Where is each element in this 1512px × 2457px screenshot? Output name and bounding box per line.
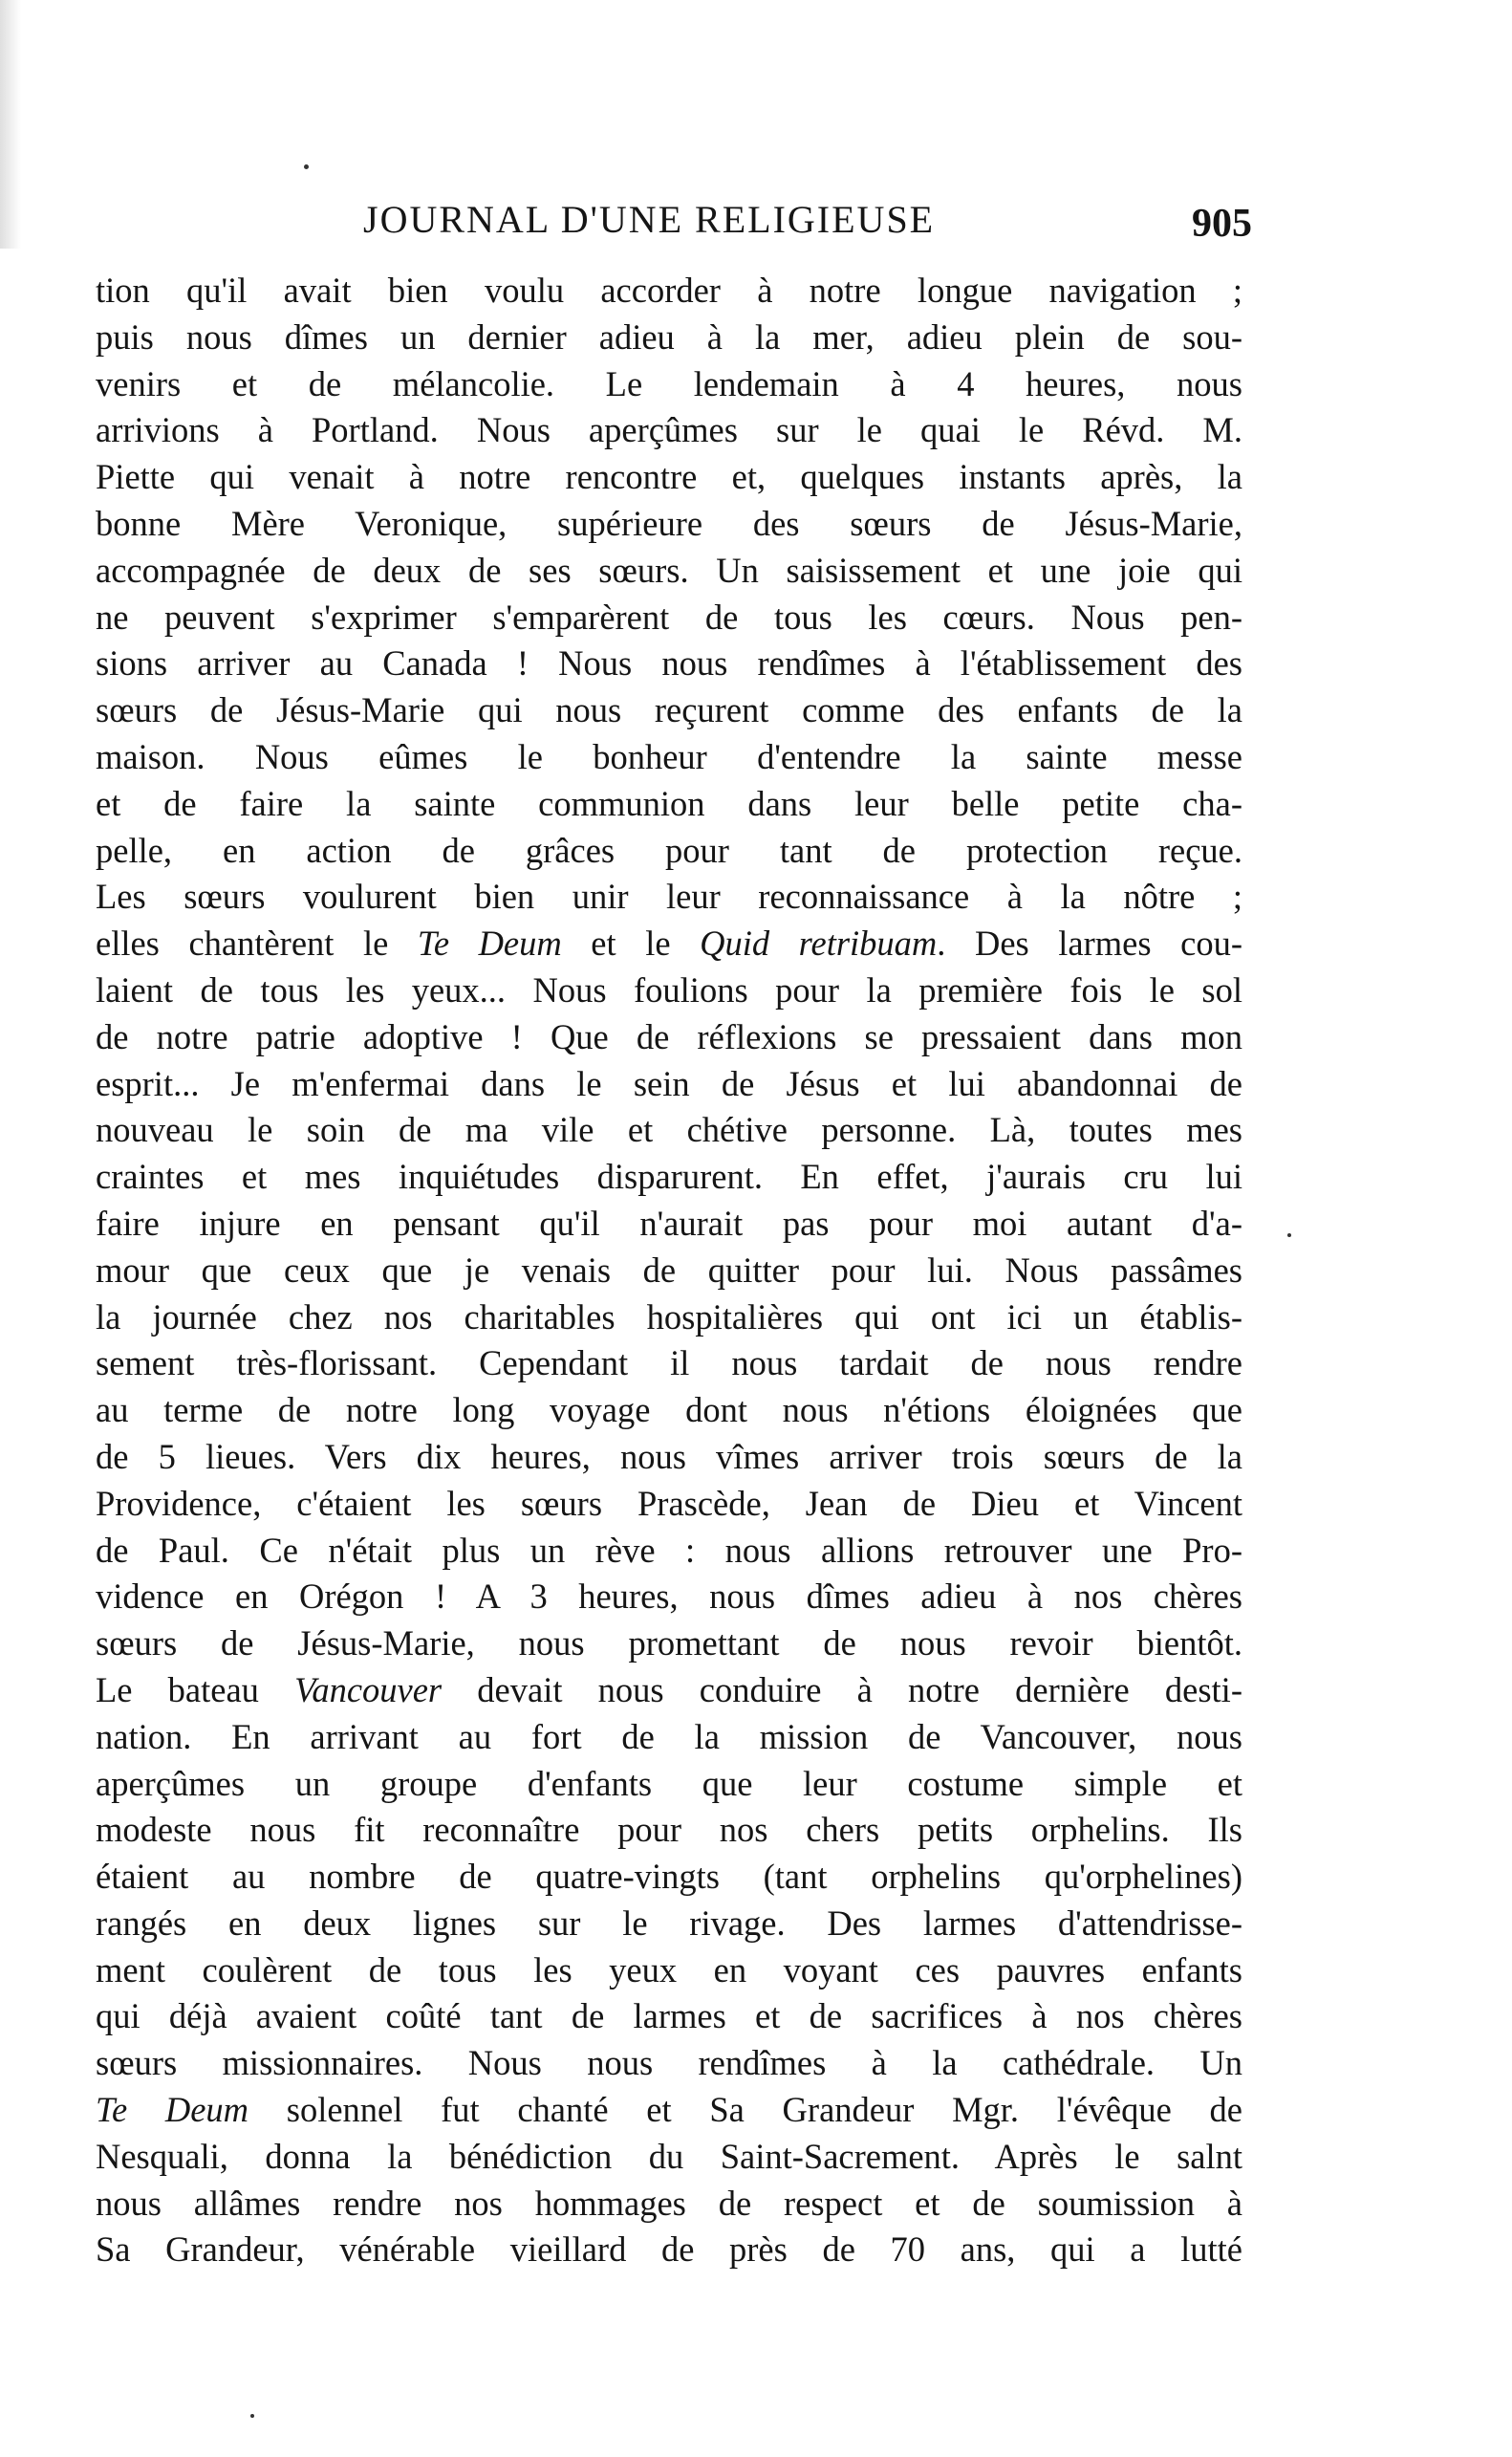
running-title: JOURNAL D'UNE RELIGIEUSE <box>363 198 936 241</box>
text-line: nouveau le soin de ma vile et chétive personne. Là, toutes mes <box>96 1110 1242 1150</box>
text-line: modeste nous fit reconnaître pour nos chers petits orphelins. Ils <box>96 1810 1242 1850</box>
text-line: craintes et mes inquiétudes disparurent. En effet, j'aurais cru lui <box>96 1157 1242 1197</box>
text-line: esprit... Je m'enfermai dans le sein de Jésus et lui abandonnai de <box>96 1063 1242 1103</box>
text-line: pelle, en action de grâces pour tant de protection reçue. <box>96 830 1242 870</box>
text-line: sement très-florissant. Cependant il nous tardait de nous rendre <box>96 1343 1242 1383</box>
text-line: arrivions à Portland. Nous aperçûmes sur le quai le Révd. M. <box>96 410 1242 450</box>
text-line: sions arriver au Canada ! Nous nous rendîmes à l'établissement des <box>96 643 1242 684</box>
ink-speck <box>250 2414 254 2418</box>
text-line: Piette qui venait à notre rencontre et, quelques instants après, la <box>96 457 1242 497</box>
text-line: elles chantèrent le Te Deum et le Quid retribuam. Des larmes cou- <box>96 924 1242 964</box>
text-line: ment coulèrent de tous les yeux en voyant ces pauvres enfants <box>96 1949 1242 1990</box>
text-line: nation. En arrivant au fort de la mission de Vancouver, nous <box>96 1716 1242 1756</box>
text-line: puis nous dîmes un dernier adieu à la mer, adieu plein de sou- <box>96 316 1242 357</box>
text-line: sœurs missionnaires. Nous nous rendîmes à la cathédrale. Un <box>96 2043 1242 2083</box>
text-line: Nesquali, donna la bénédiction du Saint-Sacrement. Après le salnt <box>96 2136 1242 2176</box>
text-line: de Paul. Ce n'était plus un rève : nous allions retrouver une Pro- <box>96 1530 1242 1570</box>
text-line: Sa Grandeur, vénérable vieillard de près de 70 ans, qui a lutté <box>96 2229 1242 2270</box>
text-line: étaient au nombre de quatre-vingts (tant orphelins qu'orphelines) <box>96 1857 1242 1897</box>
page-edge-shadow <box>0 0 21 249</box>
text-line: et de faire la sainte communion dans leur belle petite cha- <box>96 783 1242 823</box>
text-line: vidence en Orégon ! A 3 heures, nous dîmes adieu à nos chères <box>96 1576 1242 1617</box>
text-line: sœurs de Jésus-Marie qui nous reçurent comme des enfants de la <box>96 690 1242 730</box>
text-line: ne peuvent s'exprimer s'emparèrent de tous les cœurs. Nous pen- <box>96 597 1242 637</box>
text-line: la journée chez nos charitables hospitalières qui ont ici un établis- <box>96 1296 1242 1337</box>
text-line: tion qu'il avait bien voulu accorder à notre longue navigation ; <box>96 271 1242 310</box>
text-line: bonne Mère Veronique, supérieure des sœurs de Jésus-Marie, <box>96 503 1242 543</box>
text-line: faire injure en pensant qu'il n'aurait pas pour moi autant d'a- <box>96 1203 1242 1243</box>
text-line: rangés en deux lignes sur le rivage. Des larmes d'attendrisse- <box>96 1903 1242 1943</box>
text-line: de notre patrie adoptive ! Que de réflexions se pressaient dans mon <box>96 1016 1242 1056</box>
running-header <box>96 191 1252 249</box>
ink-speck <box>304 164 309 169</box>
text-line: mour que ceux que je venais de quitter pour lui. Nous passâmes <box>96 1250 1242 1290</box>
text-line: qui déjà avaient coûté tant de larmes et de sacrifices à nos chères <box>96 1996 1242 2036</box>
text-line: maison. Nous eûmes le bonheur d'entendre la sainte messe <box>96 736 1242 776</box>
text-line: Le bateau Vancouver devait nous conduire à notre dernière desti- <box>96 1669 1242 1709</box>
text-line: au terme de notre long voyage dont nous n'étions éloignées que <box>96 1390 1242 1430</box>
text-line: nous allâmes rendre nos hommages de respect et de soumission à <box>96 2183 1242 2223</box>
body-text <box>96 268 1242 2273</box>
text-line: de 5 lieues. Vers dix heures, nous vîmes arriver trois sœurs de la <box>96 1436 1242 1476</box>
text-line: accompagnée de deux de ses sœurs. Un saisissement et une joie qui <box>96 550 1242 590</box>
text-line: aperçûmes un groupe d'enfants que leur costume simple et <box>96 1763 1242 1803</box>
text-line: venirs et de mélancolie. Le lendemain à 4 heures, nous <box>96 363 1242 403</box>
ink-speck <box>1287 1233 1291 1237</box>
text-line: Te Deum solennel fut chanté et Sa Grandeur Mgr. l'évêque de <box>96 2090 1242 2130</box>
page-number: 905 <box>1192 202 1252 246</box>
text-line: Les sœurs voulurent bien unir leur reconnaissance à la nôtre ; <box>96 877 1242 917</box>
text-line: Providence, c'étaient les sœurs Prascède, Jean de Dieu et Vincent <box>96 1483 1242 1523</box>
text-line: sœurs de Jésus-Marie, nous promettant de nous revoir bientôt. <box>96 1623 1242 1663</box>
text-line: laient de tous les yeux... Nous foulions pour la première fois le sol <box>96 969 1242 1010</box>
